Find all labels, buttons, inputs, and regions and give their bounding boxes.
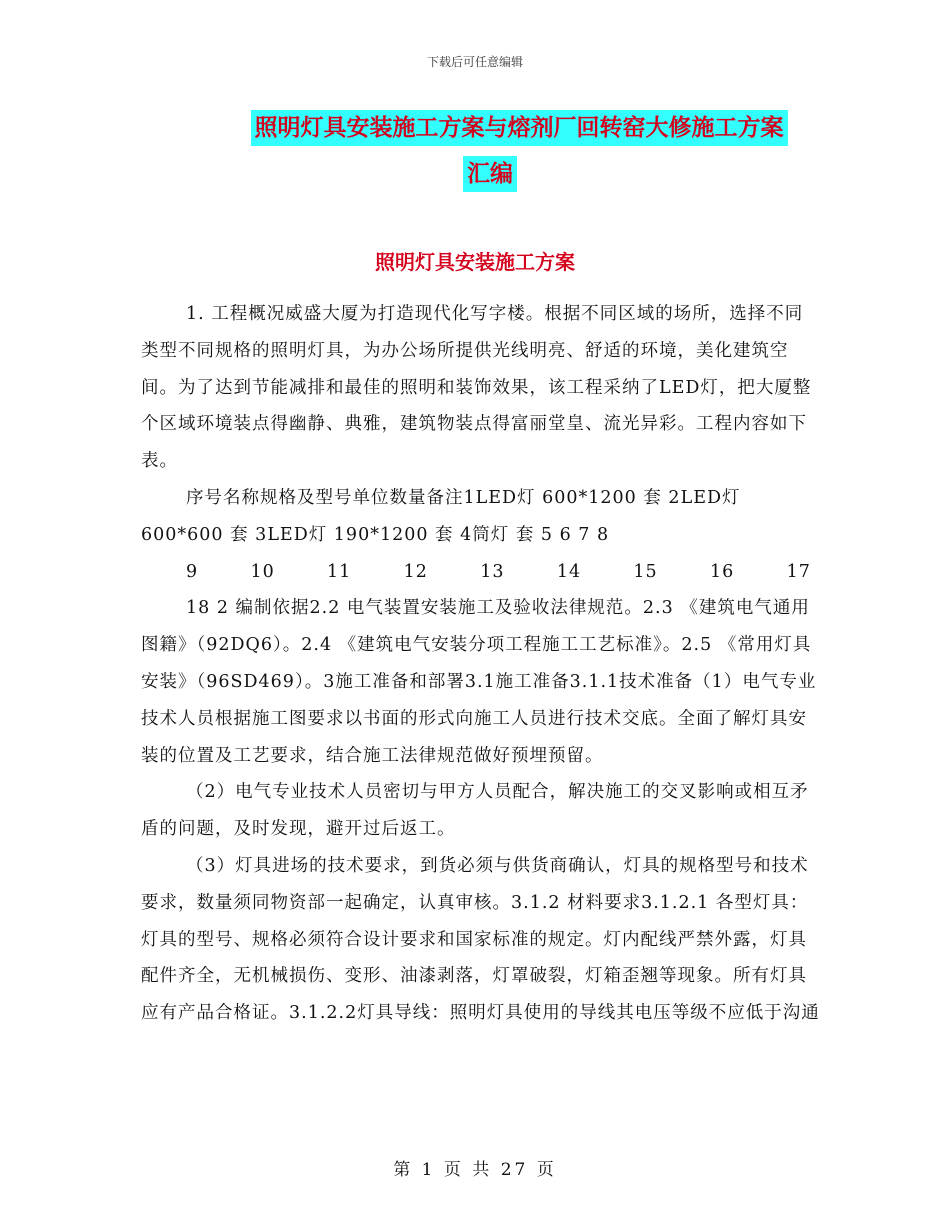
- paragraph-basis-preparation: 18 2 编制依据2.2 电气装置安装施工及验收法律规范。2.3 《建筑电气通用图籍》（92DQ6）。2.4 《建筑电气安装分项工程施工工艺标准》。2.5 《常用灯具安装》（96SD469）。3施工准备和部署3.1施工准备3.1.1技术准备（1）电气专业技术人员根据施工图要求以书面的形式向施工人员进行技术交底。全面了解灯具安装的位置及工艺要求，结合施工法律规范做好预埋预留。: [141, 598, 817, 766]
- paragraph-table-content: 序号名称规格及型号单位数量备注1LED灯 600*1200 套 2LED灯 600*600 套 3LED灯 190*1200 套 4筒灯 套 5 6 7 8: [141, 487, 741, 545]
- table-number: 9: [186, 561, 199, 582]
- paragraph-coordination: （2）电气专业技术人员密切与甲方人员配合，解决施工的交叉影响或相互矛盾的问题，及时发现，避开过后返工。: [141, 782, 809, 840]
- paragraph-materials: （3）灯具进场的技术要求，到货必须与供货商确认，灯具的规格型号和技术要求，数量须同物资部一起确定，认真审核。3.1.2 材料要求3.1.2.1 各型灯具：灯具的型号、规格必须符合设计要求和国家标准的规定。灯内配线严禁外露，灯具配件齐全，无机械损伤、变形、油漆剥落，灯罩破裂，灯箱歪翘等现象。所有灯具应有产品合格证。3.1.2.2灯具导线：照明灯具使用的导线其电压等级不应低于沟通: [141, 855, 820, 1024]
- page-header-note: 下载后可任意编辑: [426, 55, 523, 69]
- section-title: 照明灯具安装施工方案: [375, 250, 575, 274]
- title-line-1: 照明灯具安装施工方案与熔剂厂回转窑大修施工方案: [251, 110, 788, 146]
- table-number-row: [141, 554, 821, 591]
- paragraph-overview: 1. 工程概况威盛大厦为打造现代化写字楼。根据不同区域的场所，选择不同类型不同规格的照明灯具，为办公场所提供光线明亮、舒适的环境，美化建筑空间。为了达到节能减排和最佳的照明和装饰效果，该工程采纳了LED灯，把大厦整个区域环境装点得幽静、典雅，建筑物装点得富丽堂皇、流光异彩。工程内容如下表。: [141, 304, 812, 472]
- table-number: 17: [786, 561, 811, 582]
- table-number: 13: [480, 561, 505, 582]
- table-number: 12: [403, 561, 428, 582]
- table-number: 15: [633, 561, 658, 582]
- document-title: [140, 110, 840, 192]
- page-number-footer: 第 1 页 共 27 页: [393, 1160, 557, 1180]
- table-number: 14: [556, 561, 582, 582]
- table-number: 11: [327, 561, 352, 582]
- table-number: 16: [710, 561, 735, 582]
- table-number: 10: [250, 561, 275, 582]
- document-body: [141, 296, 821, 1032]
- title-line-2: 汇编: [463, 156, 517, 192]
